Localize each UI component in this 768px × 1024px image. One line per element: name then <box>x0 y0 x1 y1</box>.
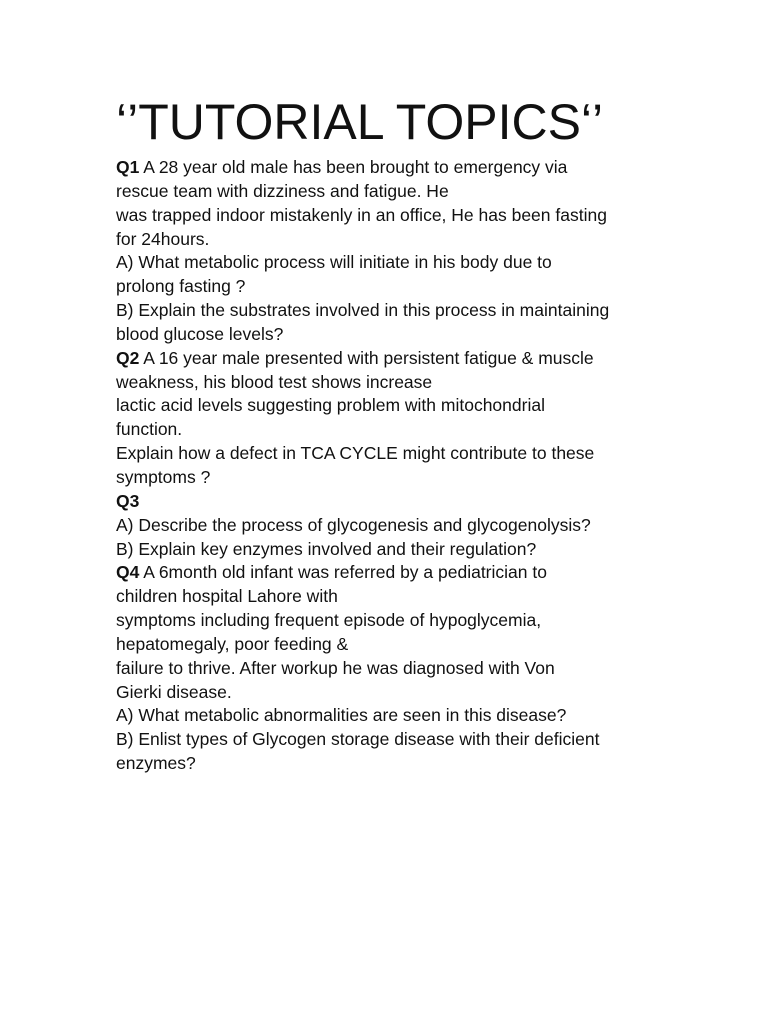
text-line <box>116 538 661 562</box>
line-text: prolong fasting ? <box>116 276 246 297</box>
line-text: blood glucose levels? <box>116 323 284 344</box>
question-line <box>116 156 661 180</box>
line-text: children hospital Lahore with <box>116 586 338 607</box>
question-line <box>116 490 661 514</box>
line-text: B) Explain the substrates involved in this process in maintaining <box>116 300 610 321</box>
text-line <box>116 251 661 275</box>
line-text: rescue team with dizziness and fatigue. He <box>116 180 449 201</box>
question-label: Q4 <box>116 562 140 583</box>
line-text: A 28 year old male has been brought to emergency via <box>139 157 568 177</box>
line-text: A 6month old infant was referred by a pediatrician to <box>139 562 547 583</box>
text-line <box>116 180 661 204</box>
text-line <box>116 514 661 538</box>
text-line <box>116 466 661 490</box>
question-label: Q3 <box>116 490 140 511</box>
text-line <box>116 657 661 681</box>
text-line <box>116 371 661 395</box>
line-text: hepatomegaly, poor feeding & <box>116 633 349 654</box>
question-label: Q2 <box>116 347 140 368</box>
document-page <box>116 88 661 776</box>
document-body <box>116 156 661 776</box>
line-text: Gierki disease. <box>116 681 232 702</box>
text-line <box>116 633 661 657</box>
line-text: weakness, his blood test shows increase <box>116 371 433 392</box>
text-line <box>116 442 661 466</box>
text-line <box>116 704 661 728</box>
line-text: A) What metabolic process will initiate in his body due to <box>116 252 552 273</box>
text-line <box>116 394 661 418</box>
text-line <box>116 418 661 442</box>
text-line <box>116 681 661 705</box>
question-line <box>116 561 661 585</box>
line-text: failure to thrive. After workup he was diagnosed with Von <box>116 657 555 678</box>
line-text: lactic acid levels suggesting problem with mitochondrial <box>116 395 545 416</box>
line-text: A 16 year male presented with persistent fatigue & muscle <box>139 347 594 368</box>
text-line <box>116 728 661 752</box>
question-label: Q1 <box>116 157 140 177</box>
line-text: was trapped indoor mistakenly in an office, He has been fasting <box>116 204 607 225</box>
line-text: A) Describe the process of glycogenesis and glycogenolysis? <box>116 514 591 535</box>
text-line <box>116 585 661 609</box>
line-text: B) Explain key enzymes involved and their regulation? <box>116 538 537 559</box>
text-line <box>116 323 661 347</box>
text-line <box>116 204 661 228</box>
line-text: enzymes? <box>116 753 196 774</box>
text-line <box>116 275 661 299</box>
line-text: symptoms including frequent episode of hypoglycemia, <box>116 610 542 631</box>
document-title: ‘’TUTORIAL TOPICS‘’ <box>116 94 604 150</box>
line-text: Explain how a defect in TCA CYCLE might contribute to these <box>116 443 595 464</box>
line-text: B) Enlist types of Glycogen storage disease with their deficient <box>116 729 600 750</box>
line-text: symptoms ? <box>116 466 211 487</box>
text-line <box>116 228 661 252</box>
line-text: A) What metabolic abnormalities are seen in this disease? <box>116 705 567 726</box>
text-line <box>116 609 661 633</box>
text-line <box>116 299 661 323</box>
question-line <box>116 347 661 371</box>
line-text: function. <box>116 419 183 440</box>
line-text: for 24hours. <box>116 228 210 249</box>
text-line <box>116 752 661 776</box>
